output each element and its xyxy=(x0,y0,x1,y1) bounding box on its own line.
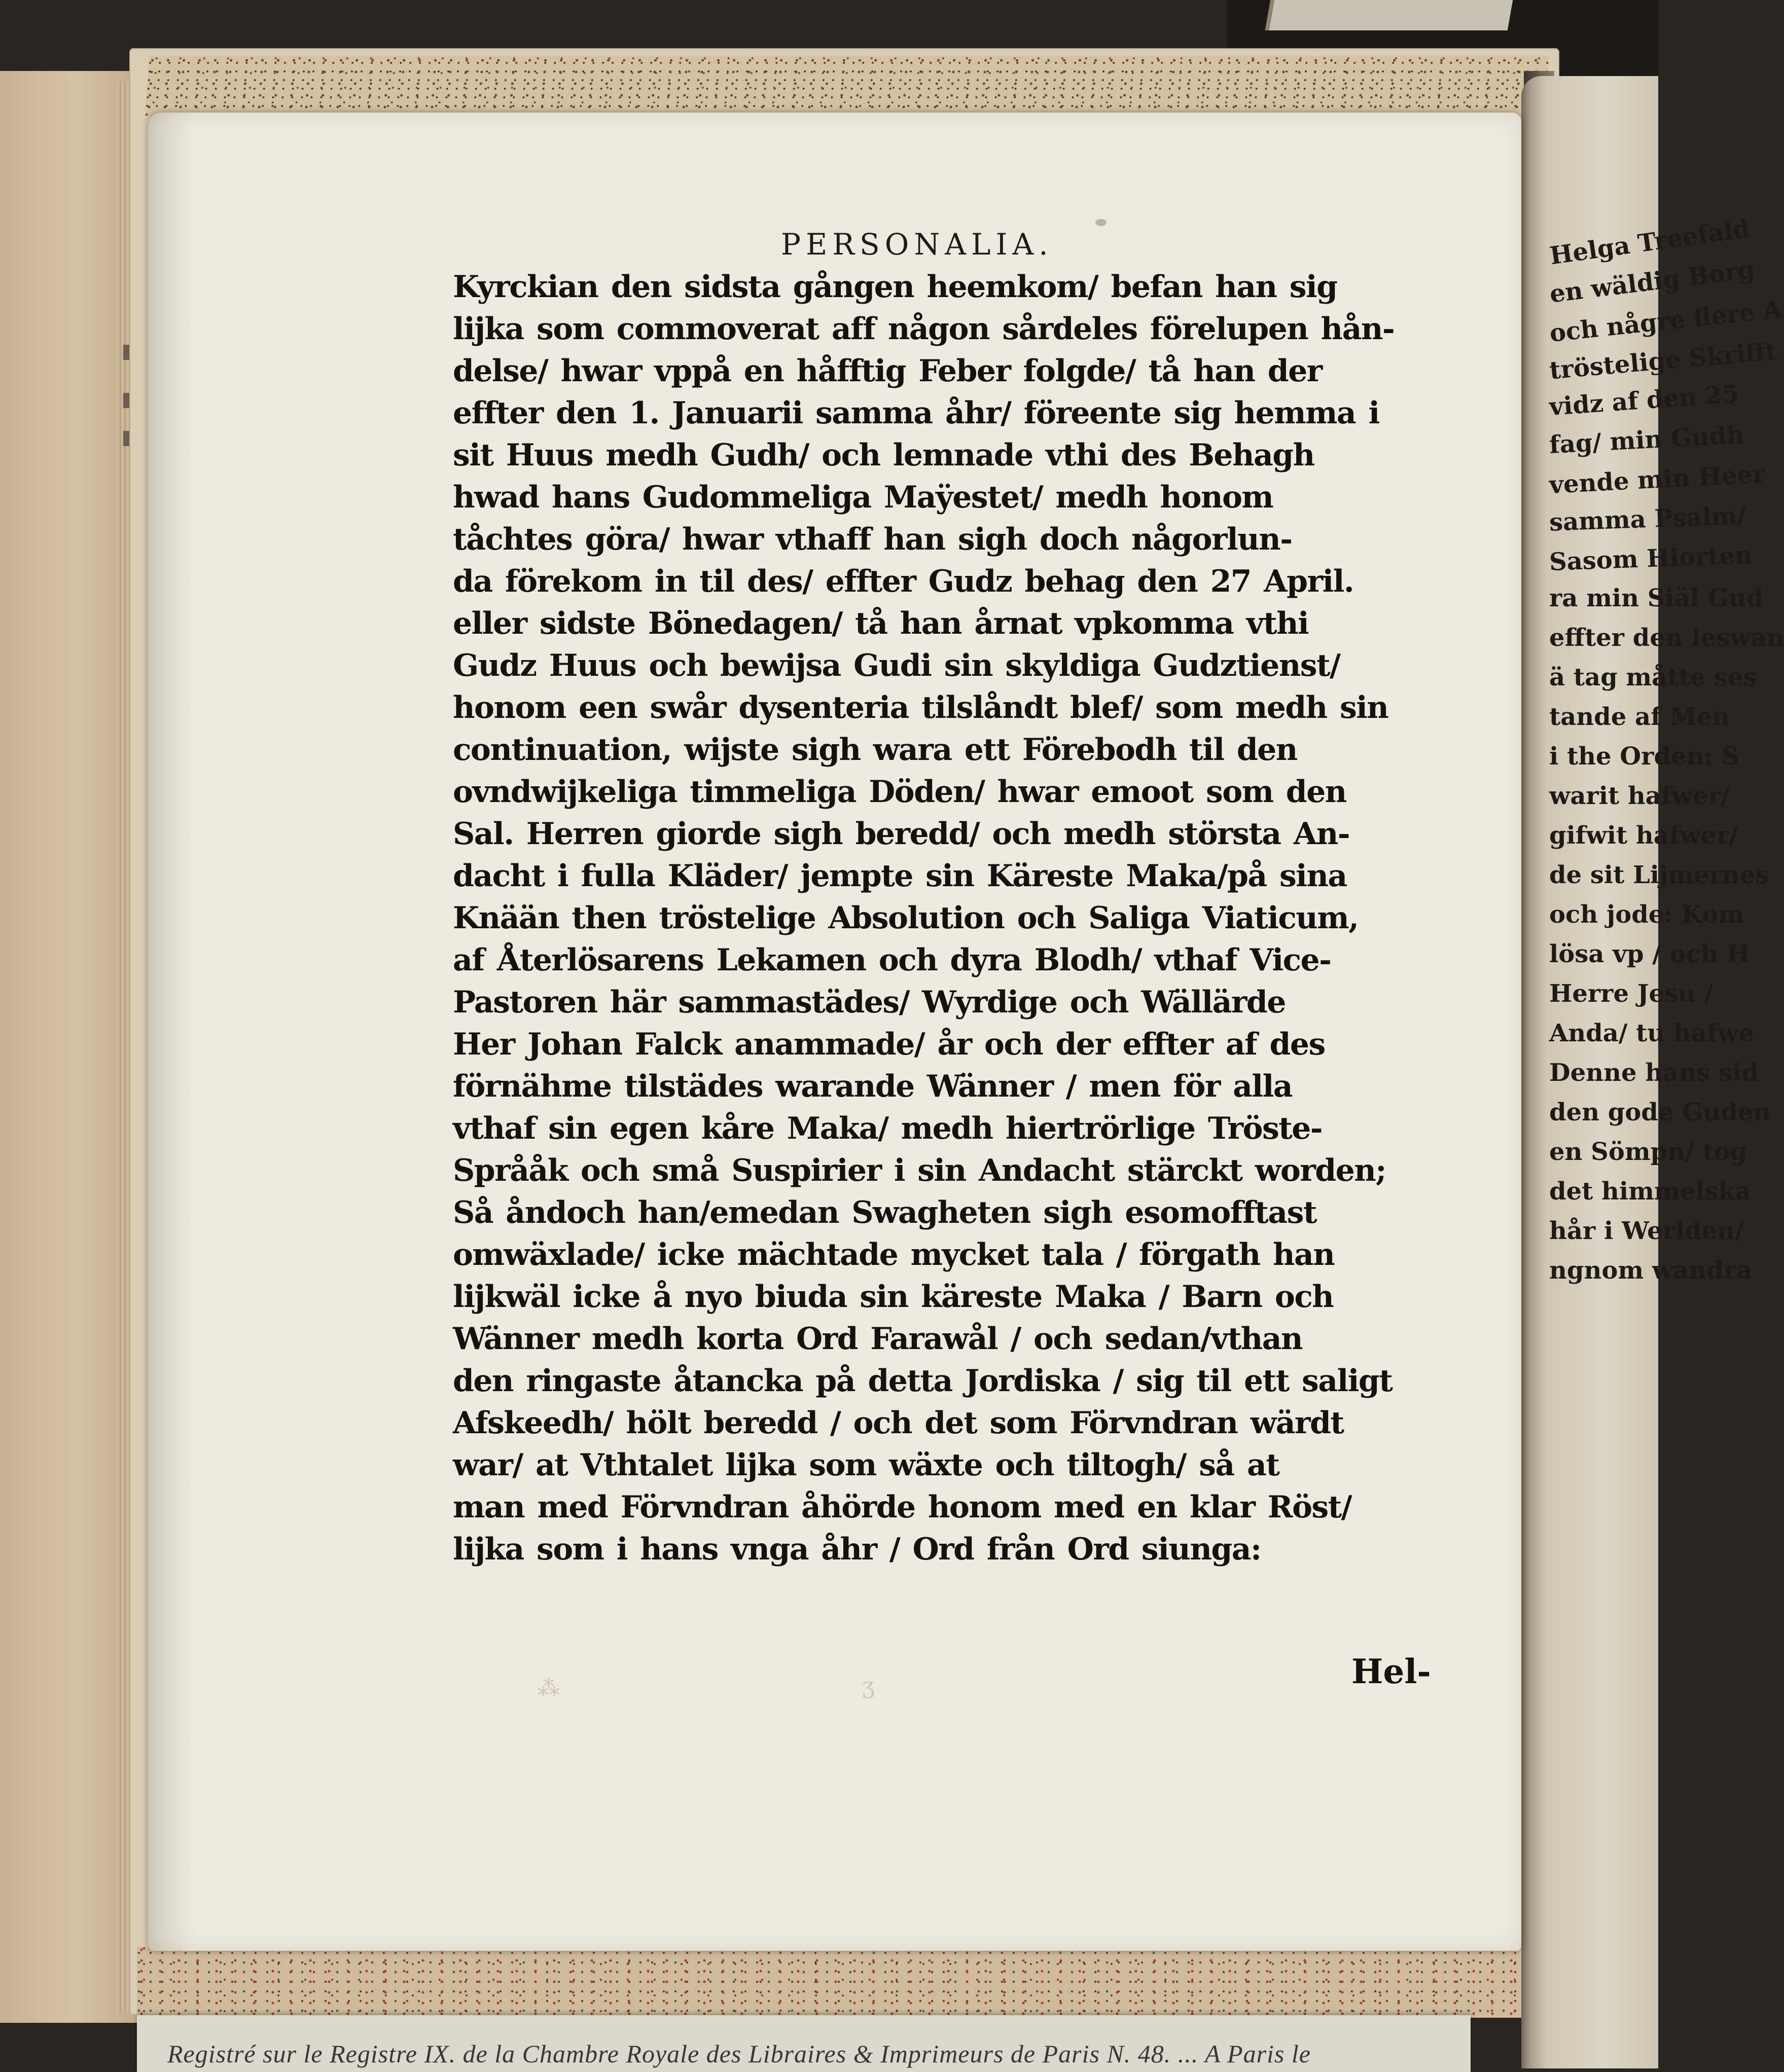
facing-line: effter den leswan xyxy=(1549,624,1784,652)
facing-line: vende min Heer xyxy=(1548,459,1766,500)
text-line: Språåk och små Suspirier i sin Andacht stärckt worden; xyxy=(453,1153,1386,1188)
facing-line: det himmelska xyxy=(1549,1177,1751,1206)
registration-text: Registré sur le Registre IX. de la Chambre Royale des Libraires & Imprimeurs de Paris N. 48. ... A Paris le xyxy=(167,2040,1311,2068)
running-head: PERSONALIA. xyxy=(781,227,1053,262)
text-line: vthaf sin egen kåre Maka/ medh hiertrörlige Tröste- xyxy=(453,1111,1323,1146)
text-line: lijka som commoverat aff någon sårdeles förelupen hån- xyxy=(453,311,1395,347)
facing-line: den gode Guden xyxy=(1549,1098,1771,1126)
facing-line: en Sömpn/ tog xyxy=(1549,1138,1747,1166)
facing-line: gifwit hafwer/ xyxy=(1549,821,1738,850)
text-line: den ringaste åtancka på detta Jordiska / sig til ett saligt xyxy=(453,1363,1393,1399)
facing-line: i the Orden: S xyxy=(1549,742,1739,771)
margin-mark xyxy=(123,393,129,408)
facing-line: de sit Lijmernes xyxy=(1549,861,1769,889)
facing-line: en wäldig Borg xyxy=(1548,255,1756,309)
text-line: lijkwäl icke å nyo biuda sin käreste Maka / Barn och xyxy=(453,1279,1334,1315)
text-line: effter den 1. Januarii samma åhr/ föreente sig hemma i xyxy=(453,395,1379,431)
facing-line: Herre Jesu / xyxy=(1549,979,1714,1008)
text-line: förnähme tilstädes warande Wänner / men för alla xyxy=(453,1069,1293,1104)
facing-line: vidz af den 25 xyxy=(1548,380,1740,422)
speckled-edge-top xyxy=(145,56,1549,117)
facing-line: fag/ min Gudh xyxy=(1548,420,1745,460)
bleed-through-smudge: ʒ xyxy=(862,1673,875,1699)
facing-line: Anda/ tu hafwe xyxy=(1549,1019,1754,1047)
text-line: delse/ hwar vppå en håfftig Feber folgde/ tå han der xyxy=(453,353,1322,389)
facing-line: hår i Werlden/ xyxy=(1549,1217,1744,1245)
text-line: war/ at Vthtalet lijka som wäxte och tiltogh/ så at xyxy=(453,1447,1279,1483)
facing-line: warit hafwer/ xyxy=(1549,782,1730,810)
text-line: Knään then tröstelige Absolution och Saliga Viaticum, xyxy=(453,900,1359,936)
ink-smudge xyxy=(1095,219,1107,226)
bleed-through-smudge: ⁂ xyxy=(538,1676,560,1701)
facing-line: tröstelige Skrifft xyxy=(1548,337,1778,385)
facing-line: och någre flere A xyxy=(1548,295,1783,348)
facing-line: ngnom wandra xyxy=(1549,1256,1753,1285)
text-line: eller sidste Bönedagen/ tå han årnat vpkomma vthi xyxy=(453,606,1309,641)
text-line: sit Huus medh Gudh/ och lemnade vthi des Behagh xyxy=(453,438,1314,473)
facing-line: och jode: Kom xyxy=(1549,900,1744,929)
text-line: hwad hans Gudommeliga Maÿestet/ medh honom xyxy=(453,480,1273,515)
text-line: dacht i fulla Kläder/ jempte sin Käreste Maka/på sina xyxy=(453,858,1347,894)
facing-line: Denne hans sid xyxy=(1549,1059,1759,1087)
text-line: af Återlösarens Lekamen och dyra Blodh/ vthaf Vice- xyxy=(453,942,1331,978)
text-line: continuation, wijste sigh wara ett Förebodh til den xyxy=(453,732,1297,768)
text-line: man med Förvndran åhörde honom med en klar Röst/ xyxy=(453,1489,1351,1525)
text-line: tåchtes göra/ hwar vthaff han sigh doch någorlun- xyxy=(453,522,1292,557)
facing-line: samma Psalm/ xyxy=(1549,501,1747,537)
page-gutter-shade xyxy=(148,113,194,1951)
catchword: Hel- xyxy=(1351,1652,1431,1691)
text-line: Pastoren här sammastädes/ Wyrdige och Wällärde xyxy=(453,985,1286,1020)
binding-card xyxy=(1265,0,1513,30)
facing-line: ä tag måtte ses xyxy=(1549,663,1757,692)
text-line: ovndwijkeliga timmeliga Döden/ hwar emoot som den xyxy=(453,774,1346,810)
speckled-edge-bottom xyxy=(137,1947,1557,2018)
body-text xyxy=(453,266,1429,1571)
text-line: Kyrckian den sidsta gången heemkom/ befan han sig xyxy=(453,269,1337,305)
text-line: Så åndoch han/emedan Swagheten sigh esomofftast xyxy=(453,1195,1316,1230)
text-line: omwäxlade/ icke mächtade mycket tala / förgath han xyxy=(453,1237,1335,1273)
text-line: lijka som i hans vnga åhr / Ord från Ord siunga: xyxy=(453,1532,1261,1567)
text-line: Gudz Huus och bewijsa Gudi sin skyldiga Gudztienst/ xyxy=(453,648,1340,683)
text-line: Her Johan Falck anammade/ år och der effter af des xyxy=(453,1027,1325,1062)
margin-mark xyxy=(123,345,129,360)
margin-mark xyxy=(123,431,129,446)
facing-line: Sasom Hiorten xyxy=(1549,541,1753,576)
facing-line: tande af Men xyxy=(1549,703,1730,731)
text-line: da förekom in til des/ effter Gudz behag den 27 April. xyxy=(453,564,1354,599)
facing-line: ra min Siäl Gud xyxy=(1549,584,1764,612)
text-line: Sal. Herren giorde sigh beredd/ och medh största An- xyxy=(453,816,1350,852)
text-line: Wänner medh korta Ord Farawål / och sedan/vthan xyxy=(453,1321,1303,1357)
text-line: Afskeedh/ hölt beredd / och det som Förvndran wärdt xyxy=(453,1405,1344,1441)
facing-line: lösa vp / och H xyxy=(1549,940,1750,968)
facing-line: Helga Treefald xyxy=(1548,214,1752,271)
text-line: honom een swår dysenteria tilslåndt blef/ som medh sin xyxy=(453,690,1388,725)
